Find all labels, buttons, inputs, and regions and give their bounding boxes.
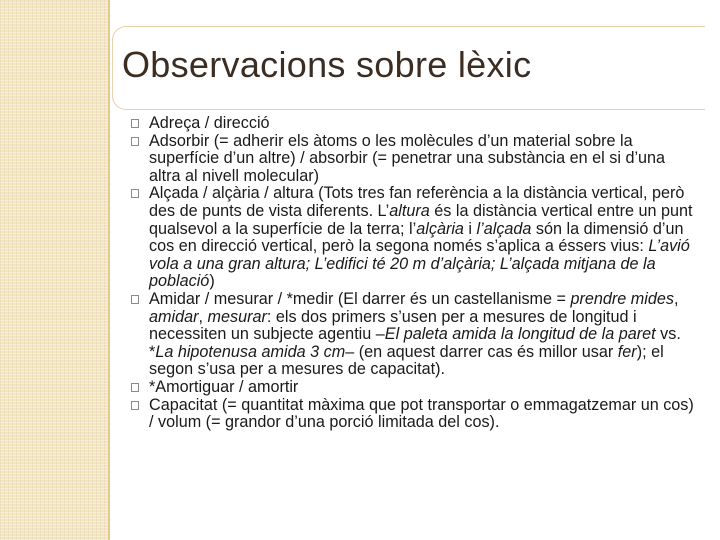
italic-text: altura (389, 201, 430, 220)
list-item (149, 291, 695, 379)
item-text: : els dos primers s’usen per a mesures de longitud i necessiten un subjecte agentiu – (149, 307, 637, 344)
item-text: Adsorbir (= adherir els àtoms o les molècules d’un material sobre la superfície d’un altre) / absorbir (= penetrar una substància en el si d’una altra al nivell molecular) (149, 131, 666, 185)
italic-text: fer (617, 342, 637, 361)
slide-title: Observacions sobre lèxic (122, 44, 532, 85)
item-text: ) (209, 272, 215, 291)
italic-text: l’alçada (476, 219, 532, 238)
item-text: , (673, 289, 679, 308)
list-item (149, 133, 695, 186)
item-text: ); el segon s’usa per a mesures de capacitat). (149, 342, 664, 379)
checkbox-bullet-icon (131, 295, 139, 304)
list-item (149, 379, 695, 397)
item-text: Amidar / mesurar / *medir (El darrer és un castellanisme = (149, 289, 571, 308)
checkbox-bullet-icon (131, 383, 139, 392)
checkbox-bullet-icon (131, 137, 139, 146)
list-item (149, 185, 695, 291)
item-text: , (198, 307, 208, 326)
checkbox-bullet-icon (131, 119, 139, 128)
italic-text: La hipotenusa amida 3 cm (155, 342, 346, 361)
item-text: – (en aquest darrer cas és millor usar (345, 342, 618, 361)
item-text: Alçada / alçària / altura (Tots tres fan referència a la distància vertical, però des de punts de vista diferents. L’ (149, 184, 685, 220)
checkbox-bullet-icon (131, 189, 139, 198)
italic-text: alçària (416, 219, 464, 238)
list-item (149, 397, 695, 432)
item-text: vs. * (149, 325, 681, 361)
italic-text: L’avió vola a una gran altura; L’edifici té 20 m d’alçària; L’alçada mitjana de la població (149, 237, 690, 291)
italic-text: amidar (149, 307, 199, 326)
decorative-side-band (0, 0, 108, 540)
item-text: és la distància vertical entre un punt qualsevol a la superfície de la terra; l’ (149, 201, 693, 238)
item-text: Capacitat (= quantitat màxima que pot transportar o emmagatzemar un cos) / volum (= grandor d’una porció limitada del cos). (149, 395, 694, 432)
item-text: Adreça / direcció (149, 114, 270, 132)
list-item (149, 115, 695, 133)
checkbox-bullet-icon (131, 401, 139, 410)
decorative-accent-line (108, 0, 110, 540)
item-text: són la dimensió d’un cos en direcció vertical, però la segona només s’aplica a éssers vius: (149, 219, 684, 256)
italic-text: El paleta amida la longitud de la paret (384, 325, 656, 344)
italic-text: prendre mides (570, 289, 674, 308)
item-text: *Amortiguar / amortir (149, 377, 299, 396)
item-text: i (463, 219, 477, 238)
italic-text: mesurar (207, 307, 267, 326)
bullet-list (149, 115, 695, 432)
